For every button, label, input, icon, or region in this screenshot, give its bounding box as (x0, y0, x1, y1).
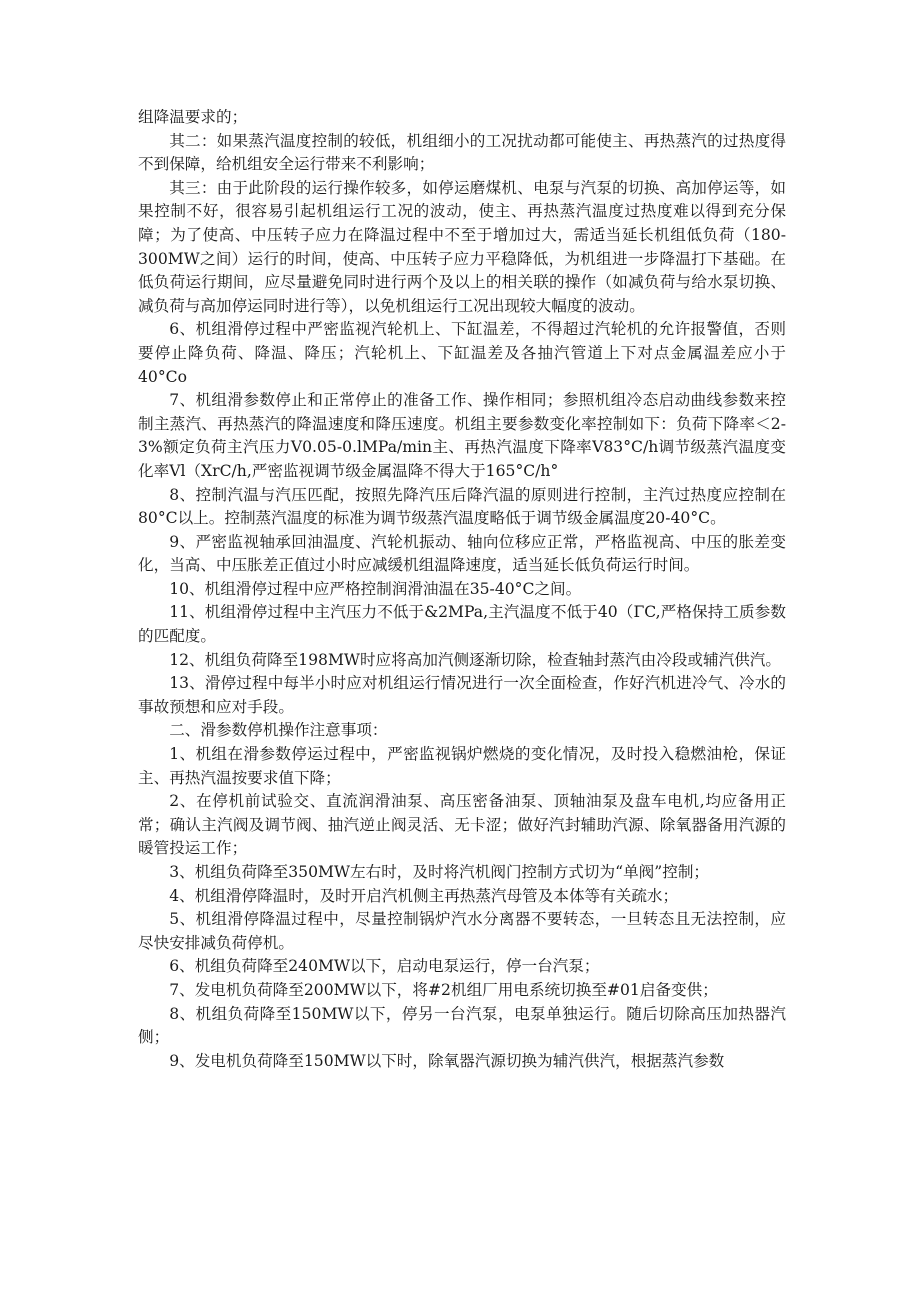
paragraph: 6、机组滑停过程中严密监视汽轮机上、下缸温差，不得超过汽轮机的允许报警值，否则要停止降负荷、降温、降压；汽轮机上、下缸温差及各抽汽管道上下对点金属温差应小于40°Co (138, 320, 786, 386)
paragraph: 2、在停机前试验交、直流润滑油泵、高压密备油泵、顶轴油泵及盘车电机,均应备用正常；确认主汽阀及调节阀、抽汽逆止阀灵活、无卡涩；做好汽封辅助汽源、除氧器备用汽源的暖管投运工作； (138, 792, 786, 858)
paragraph: 10、机组滑停过程中应严格控制润滑油温在35-40°C之间。 (169, 579, 582, 598)
paragraph: 3、机组负荷降至350MW左右时，及时将汽机阀门控制方式切为“单阀”控制； (169, 863, 710, 881)
paragraph: 1、机组在滑参数停运过程中，严密监视锅炉燃烧的变化情况，及时投入稳燃油枪，保证主、再热汽温按要求值下降； (138, 745, 786, 787)
paragraph: 其二：如果蒸汽温度控制的较低，机组细小的工况扰动都可能使主、再热蒸汽的过热度得不到保障，给机组安全运行带来不利影响； (138, 131, 786, 174)
paragraph: 12、机组负荷降至198MW时应将高加汽侧逐渐切除，检查轴封蒸汽由冷段或辅汽供汽。 (169, 650, 781, 669)
paragraph: 组降温要求的； (138, 108, 248, 126)
document-body (138, 106, 786, 1073)
paragraph: 7、机组滑参数停止和正常停止的准备工作、操作相同；参照机组冷态启动曲线参数来控制主蒸汽、再热蒸汽的降温速度和降压速度。机组主要参数变化率控制如下：负荷下降率＜2-3%额定负荷主汽压力V0.05-0.lMPa/min主、再热汽温度下降率V83°C∕h调节级蒸汽温度变化率Vl（XrC∕h,严密监视调节级金属温降不得大于165°C∕h° (138, 391, 786, 480)
paragraph: 6、机组负荷降至240MW以下，启动电泵运行，停一台汽泵； (169, 957, 600, 976)
paragraph: 4、机组滑停降温时，及时开启汽机侧主再热蒸汽母管及本体等有关疏水； (169, 886, 679, 905)
paragraph: 9、严密监视轴承回油温度、汽轮机振动、轴向位移应正常，严格监视高、中压的胀差变化，当高、中压胀差正值过小时应减缓机组温降速度，适当延长低负荷运行时间。 (138, 532, 786, 575)
paragraph: 13、滑停过程中每半小时应对机组运行情况进行一次全面检查，作好汽机进冷气、冷水的事故预想和应对手段。 (138, 674, 786, 716)
paragraph: 9、发电机负荷降至150MW以下时，除氧器汽源切换为辅汽供汽，根据蒸汽参数 (169, 1051, 725, 1070)
paragraph: 8、控制汽温与汽压匹配，按照先降汽压后降汽温的原则进行控制，主汽过热度应控制在80°C以上。控制蒸汽温度的标准为调节级蒸汽温度略低于调节级金属温度20-40°C。 (138, 485, 786, 528)
paragraph: 5、机组滑停降温过程中，尽量控制锅炉汽水分离器不要转态，一旦转态且无法控制，应尽快安排减负荷停机。 (138, 910, 786, 952)
paragraph: 其三：由于此阶段的运行操作较多，如停运磨煤机、电泵与汽泵的切换、高加停运等，如果控制不好，很容易引起机组运行工况的波动，使主、再热蒸汽温度过热度难以得到充分保障；为了使高、中压转子应力在降温过程中不至于增加过大，需适当延长机组低负荷（180-300MW之间）运行的时间，使高、中压转子应力平稳降低，为机组进一步降温打下基础。在低负荷运行期间，应尽量避免同时进行两个及以上的相关联的操作（如减负荷与给水泵切换、减负荷与高加停运同时进行等），以免机组运行工况出现较大幅度的波动。 (138, 178, 786, 315)
paragraph: 7、发电机负荷降至200MW以下，将#2机组厂用电系统切换至#01启备变供； (169, 980, 718, 999)
section-heading: 二、滑参数停机操作注意事项： (169, 721, 388, 740)
paragraph: 11、机组滑停过程中主汽压力不低于&2MPa,主汽温度不低于40（ΓC,严格保持工质参数的匹配度。 (138, 603, 786, 646)
paragraph: 8、机组负荷降至150MW以下，停另一台汽泵，电泵单独运行。随后切除高压加热器汽侧； (138, 1004, 786, 1047)
